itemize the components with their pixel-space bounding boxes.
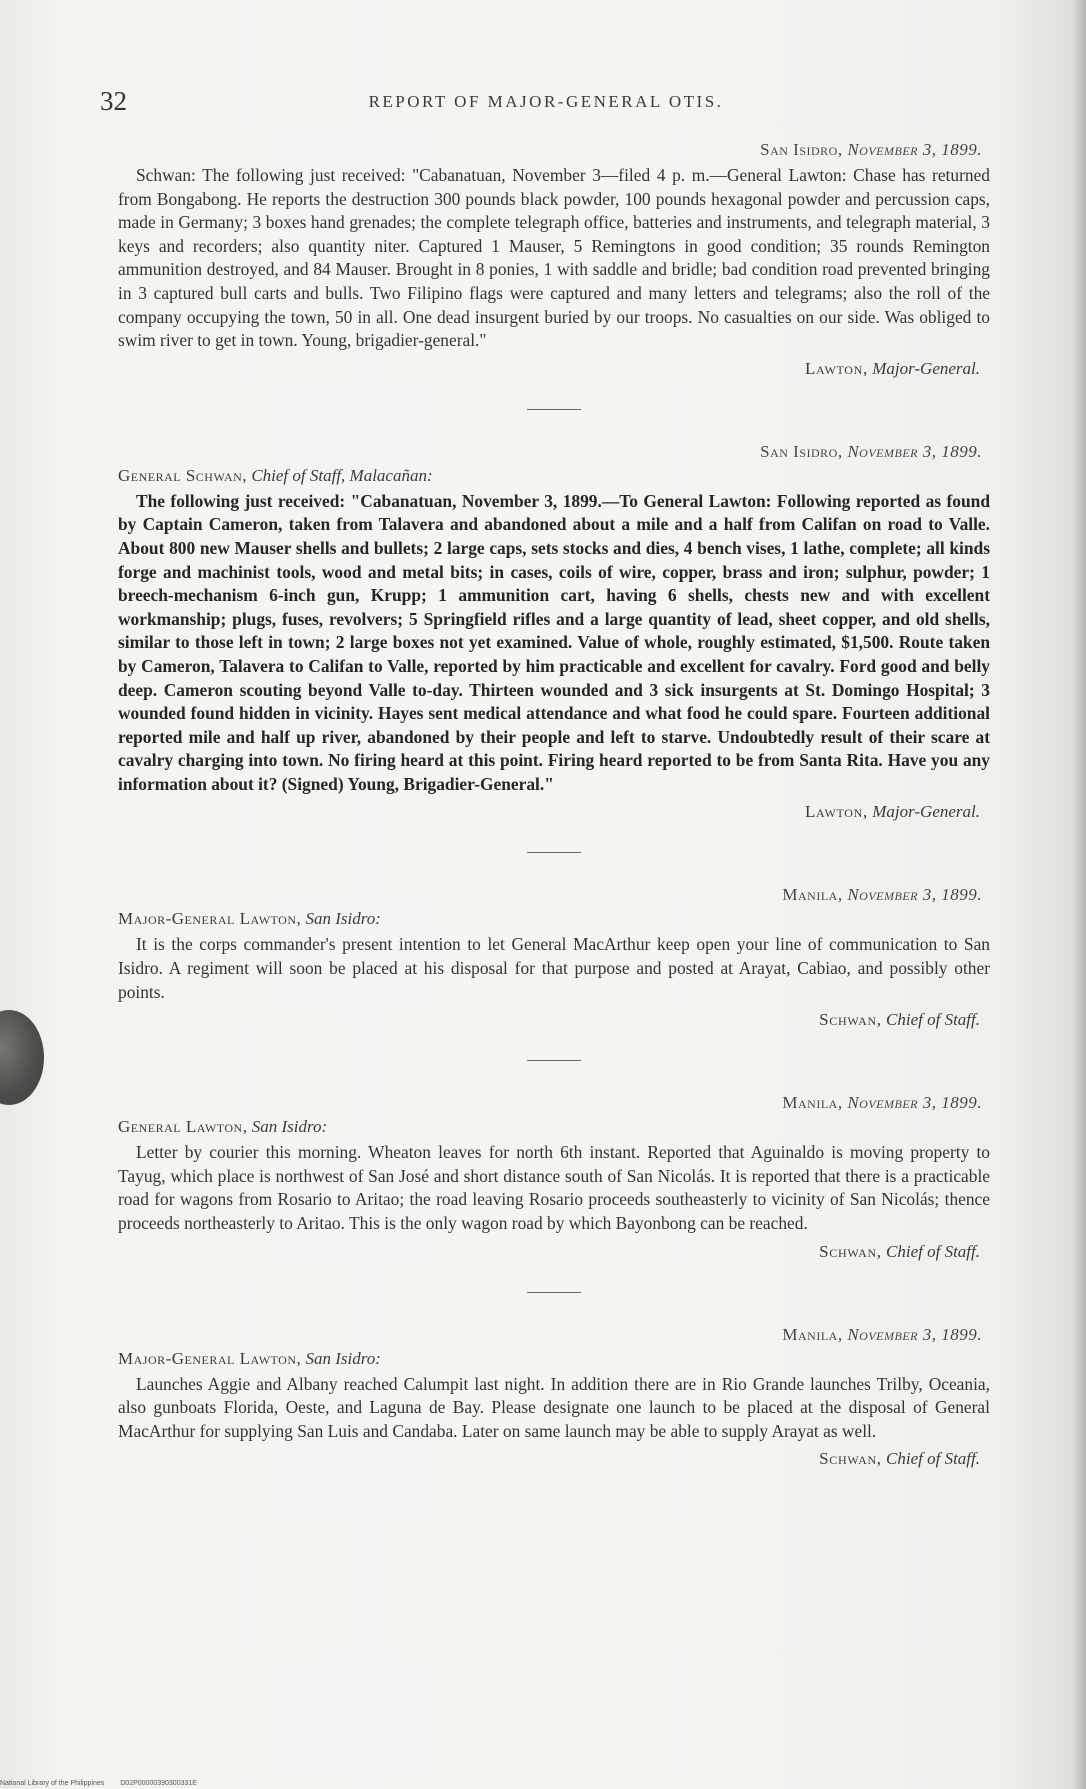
section-divider — [527, 1060, 581, 1061]
library-name: National Library of the Philippines — [0, 1780, 105, 1787]
section-divider — [527, 1292, 581, 1293]
addressee — [118, 1117, 990, 1137]
page-header — [100, 86, 992, 126]
page-content — [118, 140, 990, 1469]
page-edge-shadow — [1072, 0, 1086, 1789]
signature-name: Schwan, — [819, 1449, 882, 1469]
signature — [118, 1242, 980, 1262]
addressee-name: Major-General Lawton, — [118, 909, 302, 929]
addressee-role: Chief of Staff, Malacañan: — [251, 465, 433, 485]
addressee — [118, 466, 990, 486]
scan-footer — [0, 1780, 211, 1787]
addressee-name: Major-General Lawton, — [118, 1348, 302, 1368]
signature — [118, 802, 980, 822]
dateline-date: November 3, 1899. — [847, 140, 982, 159]
dateline-place: Manila, — [782, 1324, 843, 1344]
message-4 — [118, 1093, 990, 1261]
message-2 — [118, 442, 990, 823]
signature-name: Lawton, — [804, 358, 868, 378]
dateline — [118, 442, 982, 462]
message-body: Letter by courier this morning. Wheaton leaves for north 6th instant. Reported that Aguinaldo is moving property to Tayug, which place is northwest of San José and short distance south of San Nicolás. It is reported that there is a practicable road for wagons from Rosario to Aritao; the road leaving Rosario proceeds southeasterly to vicinity of San Nicolás; thence proceeds northeasterly to Aritao. This is the only wagon road by which Bayonbong can be reached. — [118, 1142, 990, 1234]
message-3 — [118, 885, 990, 1030]
message-body: Launches Aggie and Albany reached Calumpit last night. In addition there are in Rio Grande launches Trilby, Oceania, also gunboats Florida, Oeste, and Laguna de Bay. Please designate one launch to be placed at the disposal of General MacArthur for supplying San Luis and Candaba. Later on same launch may be able to supply Arayat as well. — [118, 1373, 990, 1441]
signature-title: Major-General. — [872, 802, 980, 822]
signature-title: Chief of Staff. — [886, 1241, 980, 1261]
message-5 — [118, 1325, 990, 1470]
signature-title: Chief of Staff. — [886, 1449, 980, 1469]
section-divider — [527, 409, 581, 410]
signature-name: Schwan, — [819, 1241, 882, 1261]
addressee — [118, 1349, 990, 1369]
thumb-mark — [0, 1010, 44, 1105]
addressee-name: General Lawton, — [118, 1117, 248, 1137]
dateline-place: Manila, — [782, 885, 843, 905]
message-body: The following just received: "Cabanatuan, November 3, 1899.—To General Lawton: Following reported as found by Captain Cameron, taken from Talavera and abandoned about a mile and a half from Califan on road to Valle. About 800 new Mauser shells and bullets; 2 large caps, sets stocks and dies, 4 bench vises, 1 lathe, complete; all kinds forge and machinist tools, wood and metal bits; in cases, coils of wire, copper, brass and iron; sulphur, powder; 1 breech-mechanism 6-inch gun, Krupp; 1 ammunition cart, having 6 shells, chests new and with excellent workmanship; plugs, fuses, revolvers; 5 Springfield rifles and a large quantity of lead, sheet copper, and old shells, similar to those left in town; 2 large boxes not yet examined. Value of whole, roughly estimated, $1,500. Route taken by Cameron, Talavera to Califan to Valle, reported by him practicable and excellent for cavalry. Ford good and belly deep. Cameron scouting beyond Valle to-day. Thirteen wounded and 3 sick insurgents at St. Domingo Hospital; 3 wounded found hidden in vicinity. Hayes sent medical attendance and what food he could spare. Fourteen additional reported mile and half up river, abandoned by their people and left to starve. Undoubtedly result of their scare at cavalry charging into town. No firing heard at this point. Firing heard reported to be from Santa Rita. Have you any information about it? (Signed) Young, Brigadier-General." — [118, 490, 990, 794]
dateline — [118, 885, 982, 905]
dateline — [118, 140, 982, 160]
signature-title: Chief of Staff. — [886, 1010, 980, 1030]
signature — [118, 1449, 980, 1469]
page-number: 32 — [100, 86, 127, 116]
section-divider — [527, 852, 581, 853]
signature-name: Schwan, — [819, 1010, 882, 1030]
addressee — [118, 909, 990, 929]
running-head: REPORT OF MAJOR-GENERAL OTIS. — [368, 92, 724, 111]
dateline — [118, 1325, 982, 1345]
scan-id: D02P00000390300331E — [120, 1780, 197, 1787]
addressee-role: San Isidro: — [305, 909, 381, 929]
dateline-date: November 3, 1899. — [847, 1324, 982, 1344]
addressee-role: San Isidro: — [251, 1117, 328, 1137]
message-1 — [118, 140, 990, 379]
signature — [118, 1010, 980, 1030]
dateline-place: Manila, — [782, 1093, 843, 1113]
signature-name: Lawton, — [804, 802, 868, 822]
dateline-place: San Isidro, — [760, 140, 843, 159]
message-body: It is the corps commander's present intention to let General MacArthur keep open your line of communication to San Isidro. A regiment will soon be placed at his disposal for that purpose and posted at Arayat, Cabiao, and possibly other points. — [118, 934, 990, 1002]
signature-title: Major-General. — [872, 358, 980, 378]
dateline — [118, 1093, 982, 1113]
addressee-name: General Schwan, — [118, 465, 248, 485]
dateline-date: November 3, 1899. — [847, 885, 982, 905]
message-body: Schwan: The following just received: "Cabanatuan, November 3—filed 4 p. m.—General Lawton: Chase has returned from Bongabong. He reports the destruction 300 pounds black powder, 100 pounds hexagonal powder and percussion caps, made in Germany; 3 boxes hand grenades; the complete telegraph office, batteries and instruments, and telegraph material, 3 keys and recorders; also quantity niter. Captured 1 Mauser, 5 Remingtons in good condition; 35 rounds Remington ammunition destroyed, and 84 Mauser. Brought in 8 ponies, 1 with saddle and bridle; bad condition road prevented bringing in 3 captured bull carts and bulls. Two Filipino flags were captured and many letters and telegrams; also the roll of the company occupying the town, 50 in all. One dead insurgent buried by our troops. No casualties on our side. Was obliged to swim river to get in town. Young, brigadier-general." — [118, 165, 990, 351]
signature — [118, 359, 980, 379]
dateline-place: San Isidro, — [760, 441, 843, 461]
dateline-date: November 3, 1899. — [847, 1093, 982, 1113]
addressee-role: San Isidro: — [305, 1348, 381, 1368]
dateline-date: November 3, 1899. — [847, 441, 982, 461]
